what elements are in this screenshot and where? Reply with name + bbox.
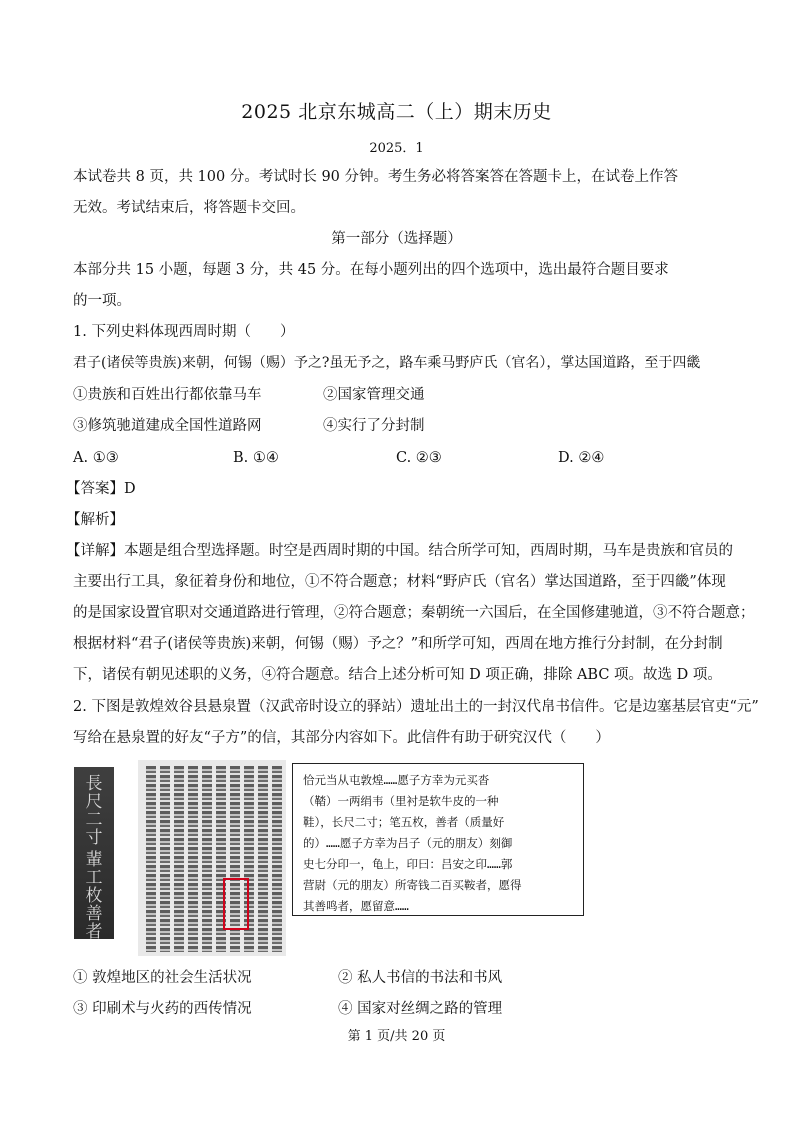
- strip-char: 輩: [85, 850, 103, 870]
- transcription-line: （鞜）一两绢韦（里衬是软牛皮的一种: [303, 794, 499, 808]
- script-column: [146, 766, 156, 952]
- q1-material: 君子(诸侯等贵族)来朝，何锡（赐）予之?虽无予之，路车乘马野庐氏（官名），掌达国道路，至于四畿: [73, 355, 701, 371]
- strip-char: 尺: [85, 792, 103, 812]
- q2-stem-2: 写给在悬泉置的好友“子方”的信，其部分内容如下。此信件有助于研究汉代（ ）: [73, 730, 610, 746]
- strip-char: 枚: [85, 886, 103, 906]
- script-column: [174, 766, 184, 952]
- section-title: 第一部分（选择题）: [331, 231, 462, 247]
- section-desc-2: 的一项。: [73, 293, 131, 309]
- script-column: [258, 766, 268, 952]
- answer-value: D: [124, 481, 136, 497]
- q2-option-1: ① 敦煌地区的社会生活状况: [73, 970, 252, 986]
- q1-choice-b: B. ①④: [233, 450, 279, 466]
- detail-tag: 【详解】: [66, 543, 124, 559]
- q2-option-4: ④ 国家对丝绸之路的管理: [338, 1001, 503, 1017]
- strip-char: 善: [85, 904, 103, 924]
- q2-stem-1: 2. 下图是敦煌效谷县悬泉置（汉武帝时设立的驿站）遗址出土的一封汉代帛书信件。它是边塞基层官吏“元”: [73, 699, 759, 715]
- q1-option-1: ①贵族和百姓出行都依靠马车: [73, 387, 262, 403]
- page-title: 2025 北京东城高二（上）期末历史: [241, 101, 552, 123]
- detail-text-1: 本题是组合型选择题。时空是西周时期的中国。结合所学可知，西周时期，马车是贵族和官员的: [124, 543, 733, 559]
- transcription-line: 的）……愿子方幸为吕子（元的朋友）刻御: [303, 836, 513, 850]
- highlight-box: [223, 878, 249, 930]
- transcription-line: 史七分印一，龟上，印曰：吕安之印……郭: [303, 857, 513, 871]
- answer-tag: 【答案】: [66, 481, 124, 497]
- strip-char: 長: [85, 774, 103, 794]
- q1-choice-d: D. ②④: [558, 450, 605, 466]
- q2-option-3: ③ 印刷术与火药的西传情况: [73, 1001, 252, 1017]
- script-column: [272, 766, 282, 952]
- q1-stem: 1. 下列史料体现西周时期（ ）: [73, 324, 295, 340]
- q1-detail-line-2: 主要出行工具，象征着身份和地位，①不符合题意；材料“野庐氏（官名）掌达国道路，至于四畿”体现: [73, 574, 726, 590]
- transcription-line: 其善鸣者，愿留意……: [303, 899, 409, 913]
- strip-char: 者: [85, 922, 103, 942]
- q1-detail-line-4: 根据材料“君子(诸侯等贵族)来朝，何锡（赐）予之？”和所学可知，西周在地方推行分封制，在分封制: [73, 636, 723, 652]
- strip-char: 二: [85, 810, 103, 830]
- transcription-line: 营尉（元的朋友）所寄钱二百买鞍者，愿得: [303, 878, 522, 892]
- q1-option-2: ②国家管理交通: [323, 387, 425, 403]
- intro-line-1: 本试卷共 8 页，共 100 分。考试时长 90 分钟。考生务必将答案答在答题卡上，在试卷上作答: [73, 169, 679, 185]
- strip-char: 寸: [85, 828, 103, 848]
- silk-letter-detail-strip: [74, 767, 114, 942]
- section-desc-1: 本部分共 15 小题，每题 3 分，共 45 分。在每小题列出的四个选项中，选出最符合题目要求: [73, 262, 669, 278]
- script-column: [188, 766, 198, 952]
- silk-letter-image: [138, 760, 286, 956]
- page-footer: 第 1 页/共 20 页: [347, 1029, 446, 1044]
- q1-choice-a: A. ①③: [73, 450, 119, 466]
- script-column: [202, 766, 212, 952]
- q1-option-4: ④实行了分封制: [323, 418, 425, 434]
- strip-char: 工: [85, 868, 103, 888]
- q1-choice-c: C. ②③: [396, 450, 442, 466]
- q1-detail-line-3: 的是国家设置官职对交通道路进行管理，②符合题意；秦朝统一六国后，在全国修建驰道，③不符合题意；: [73, 605, 755, 621]
- q1-detail-line-1: [66, 543, 733, 559]
- script-column: [160, 766, 170, 952]
- intro-line-2: 无效。考试结束后，将答题卡交回。: [73, 200, 305, 216]
- transcription-line: 鞋），长尺二寸；笔五枚，善者（质量好: [303, 815, 505, 829]
- q2-option-2: ② 私人书信的书法和书风: [338, 970, 503, 986]
- exam-date: 2025．1: [369, 141, 424, 156]
- transcription-line: 恰元当从屯敦煌……愿子方幸为元买沓: [303, 773, 490, 787]
- q1-answer: [66, 481, 136, 497]
- q1-option-3: ③修筑驰道建成全国性道路网: [73, 418, 262, 434]
- letter-transcription-box: [292, 763, 584, 916]
- q1-detail-line-5: 下，诸侯有朝见述职的义务，④符合题意。结合上述分析可知 D 项正确，排除 ABC 项。故选 D 项。: [73, 667, 722, 683]
- q1-analysis-tag: 【解析】: [66, 512, 124, 528]
